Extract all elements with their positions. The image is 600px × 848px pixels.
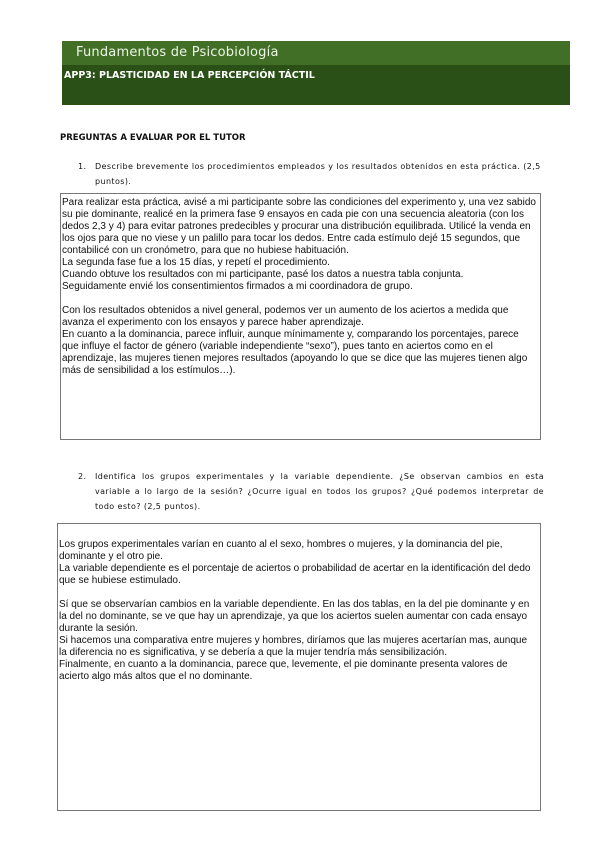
answer-paragraph: Finalmente, en cuanto a la dominancia, parece que, levemente, el pie dominante presenta valores de acierto algo más altos que el no dominante.: [59, 659, 508, 682]
answer-paragraph: Con los resultados obtenidos a nivel general, podemos ver un aumento de los aciertos a medida que avanza el experimento con los ensayos y parece haber aprendizaje.: [62, 305, 509, 328]
answer-paragraph: La segunda fase fue a los 15 días, y repetí el procedimiento.: [62, 257, 330, 268]
blank-line: [59, 527, 537, 539]
answer-paragraph: En cuanto a la dominancia, parece influir, aunque mínimamente y, comparando los porcentajes, parece que influye el factor de género (variable independiente “sexo”), pues tanto en aciertos como en el aprendizaje, las mujeres tienen mejores resultados (apoyando lo que se dice que las mujeres tienen algo más de sensibilidad a los estímulos…).: [62, 329, 528, 376]
question-2: [78, 469, 544, 514]
answer-paragraph: Los grupos experimentales varían en cuanto al el sexo, hombres o mujeres, y la dominancia del pie, dominante y el otro pie.: [59, 539, 503, 562]
question-1: [78, 159, 544, 189]
activity-title: APP3: PLASTICIDAD EN LA PERCEPCIÓN TÁCTIL: [64, 70, 315, 81]
answer-box-2[interactable]: [57, 523, 541, 811]
answer-box-1[interactable]: [60, 193, 541, 440]
section-title: PREGUNTAS A EVALUAR POR EL TUTOR: [60, 133, 246, 143]
question-text: Describe brevemente los procedimientos empleados y los resultados obtenidos en esta práctica. (2,5 puntos).: [95, 162, 541, 186]
answer-paragraph: Si hacemos una comparativa entre mujeres y hombres, diríamos que las mujeres acertarían mas, aunque la diferencia no es significativa, y se debería a que la mujer tendría más sensibilización.: [59, 635, 528, 658]
answer-paragraph: Cuando obtuve los resultados con mi participante, pasé los datos a nuestra tabla conjunta.: [62, 269, 464, 280]
answer-paragraph: La variable dependiente es el porcentaje de aciertos o probabilidad de acertar en la identificación del dedo que se hubiese estimulado.: [59, 563, 531, 586]
question-text: Identifica los grupos experimentales y la variable dependiente. ¿Se observan cambios en esta variable a lo largo de la sesión? ¿Ocurre igual en todos los grupos? ¿Qué podemos interpretar de todo esto? (2,5 puntos).: [95, 472, 544, 511]
question-number: 1.: [78, 162, 87, 171]
answer-paragraph: Sí que se observarían cambios en la variable dependiente. En las dos tablas, en la del pie dominante y en la del no dominante, se ve que hay un aprendizaje, ya que los aciertos suelen aumentar con cada ensayo durante la sesión.: [59, 599, 530, 634]
blank-line: [62, 293, 537, 305]
answer-paragraph: Para realizar esta práctica, avisé a mi participante sobre las condiciones del experimento y, una vez sabido su pie dominante, realicé en la primera fase 9 ensayos en cada pie con una secuencia aleatoria (con los dedos 2,3 y 4) para evitar patrones predecibles y procurar una distribución equilibrada. Utilicé la venda en los ojos para que no viese y un palillo para tocar los dedos. Entre cada estímulo dejé 15 segundos, que contabilicé con un cronómetro, para que no hubiese habituación.: [62, 197, 536, 256]
course-title: Fundamentos de Psicobiología: [62, 41, 570, 65]
header-banner: [62, 41, 570, 105]
question-number: 2.: [78, 472, 87, 481]
blank-line: [59, 587, 537, 599]
answer-paragraph: Seguidamente envié los consentimientos firmados a mi coordinadora de grupo.: [62, 281, 413, 292]
